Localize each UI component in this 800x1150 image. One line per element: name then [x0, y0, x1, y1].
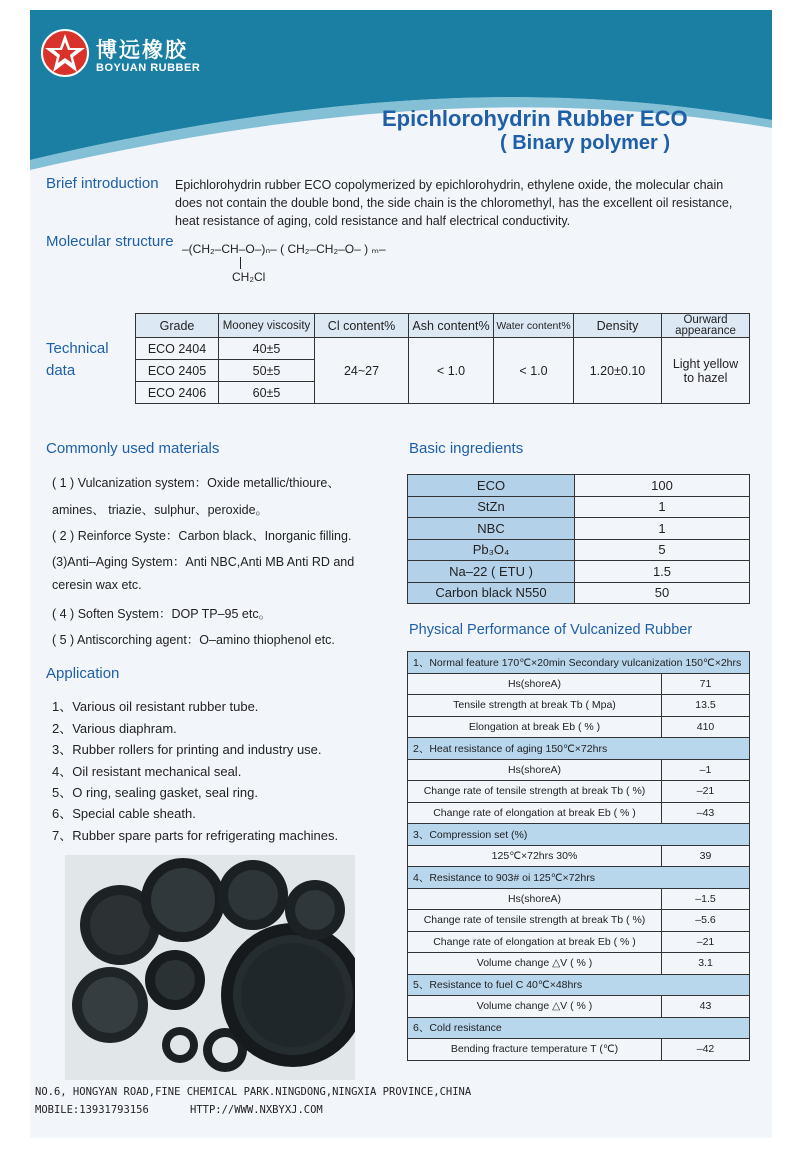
section-row [408, 974, 750, 996]
brand-name-cn: 博远橡胶 [96, 38, 188, 62]
technical-heading-2: data [46, 362, 76, 379]
molecular-formula [182, 242, 482, 292]
product-photo [65, 855, 355, 1080]
application-item: 5、O ring, sealing gasket, seal ring. [52, 785, 258, 800]
star-logo-icon [40, 28, 90, 78]
property-name: Bending fracture temperature T (℃) [408, 1039, 662, 1061]
property-value: –21 [662, 781, 750, 803]
grade-cell: ECO 2404 [136, 338, 219, 360]
section-label: 5、Resistance to fuel C 40℃×48hrs [408, 974, 750, 996]
property-value: –5.6 [662, 910, 750, 932]
intro-line: heat resistance of aging, cold resistance and half electrical conductivity. [175, 214, 571, 228]
material-line: ( 5 ) Antiscorching agent：O–amino thiophenol etc. [52, 633, 335, 647]
molecular-heading: Molecular structure [46, 233, 174, 250]
application-item: 2、Various diaphram. [52, 721, 177, 736]
th-mooney: Mooney viscosity [219, 314, 315, 338]
ingredient-value: 50 [575, 582, 750, 604]
property-name: Hs(shoreA) [408, 759, 662, 781]
table-row [408, 845, 750, 867]
ingredient-name: Pb₃O₄ [408, 539, 575, 561]
property-value: 71 [662, 673, 750, 695]
material-line: amines、 triazie、sulphur、peroxide。 [52, 503, 269, 517]
section-row [408, 1017, 750, 1039]
section-row [408, 867, 750, 889]
table-row [408, 1039, 750, 1061]
table-row [408, 716, 750, 738]
ingredient-name: ECO [408, 475, 575, 497]
property-name: Elongation at break Eb ( % ) [408, 716, 662, 738]
property-value: –42 [662, 1039, 750, 1061]
material-line: ( 2 ) Reinforce Syste：Carbon black、Inorganic filling. [52, 529, 352, 543]
property-value: 13.5 [662, 695, 750, 717]
appearance-cell [662, 338, 750, 404]
property-name: Volume change △V ( % ) [408, 996, 662, 1018]
application-item: 4、Oil resistant mechanical seal. [52, 764, 242, 779]
ingredient-value: 5 [575, 539, 750, 561]
property-name: Hs(shoreA) [408, 673, 662, 695]
property-name: Volume change △V ( % ) [408, 953, 662, 975]
property-name: Change rate of tensile strength at break Tb ( %) [408, 781, 662, 803]
ingredient-name: StZn [408, 496, 575, 518]
table-row [408, 910, 750, 932]
table-row [408, 759, 750, 781]
table-row [408, 518, 750, 540]
table-row [408, 888, 750, 910]
property-name: Change rate of tensile strength at break Tb ( %) [408, 910, 662, 932]
section-row [408, 738, 750, 760]
table-row [408, 561, 750, 583]
technical-heading-1: Technical [46, 340, 109, 357]
table-row [408, 802, 750, 824]
page-subtitle: ( Binary polymer ) [500, 132, 671, 154]
intro-text [175, 176, 745, 230]
material-line: ( 1 ) Vulcanization system：Oxide metallic/thioure、 [52, 476, 340, 490]
brand-name-en: BOYUAN RUBBER [96, 62, 201, 74]
property-value: –1 [662, 759, 750, 781]
ash-cell: < 1.0 [409, 338, 494, 404]
application-item: 6、Special cable sheath. [52, 806, 196, 821]
mooney-cell: 60±5 [219, 382, 315, 404]
ingredient-name: Carbon black N550 [408, 582, 575, 604]
intro-heading: Brief introduction [46, 175, 159, 192]
material-line: ( 4 ) Soften System：DOP TP–95 etc。 [52, 607, 272, 621]
section-label: 2、Heat resistance of aging 150℃×72hrs [408, 738, 750, 760]
table-row [408, 496, 750, 518]
section-label: 6、Cold resistance [408, 1017, 750, 1039]
formula-bond [240, 257, 241, 269]
property-value: –21 [662, 931, 750, 953]
material-line: ceresin wax etc. [52, 578, 142, 592]
property-value: –1.5 [662, 888, 750, 910]
footer-website: HTTP://WWW.NXBYXJ.COM [190, 1104, 323, 1116]
physical-heading: Physical Performance of Vulcanized Rubber [409, 622, 693, 638]
ingredient-value: 1 [575, 518, 750, 540]
intro-line: does not contain the double bond, the side chain is the chloromethyl, has the excellent oil resistance, [175, 196, 733, 210]
formula-branch: CH₂Cl [232, 270, 266, 284]
technical-table [135, 313, 750, 404]
physical-table [407, 651, 750, 1061]
mooney-cell: 40±5 [219, 338, 315, 360]
footer-mobile: MOBILE:13931793156 [35, 1104, 149, 1116]
property-value: 39 [662, 845, 750, 867]
th-water: Water content% [494, 314, 574, 338]
property-value: 410 [662, 716, 750, 738]
density-cell: 1.20±0.10 [574, 338, 662, 404]
ingredients-table [407, 474, 750, 604]
ingredient-value: 1 [575, 496, 750, 518]
th-density: Density [574, 314, 662, 338]
intro-line: Epichlorohydrin rubber ECO copolymerized by epichlorohydrin, ethylene oxide, the molecular chain [175, 178, 724, 192]
application-item: 1、Various oil resistant rubber tube. [52, 699, 259, 714]
table-row [408, 996, 750, 1018]
grade-cell: ECO 2405 [136, 360, 219, 382]
table-row [408, 695, 750, 717]
application-heading: Application [46, 665, 120, 682]
formula-main: –(CH₂–CH–O–)ₙ– ( CH₂–CH₂–O– ) ₘ– [182, 242, 386, 256]
property-name: 125℃×72hrs 30% [408, 845, 662, 867]
property-value: 3.1 [662, 953, 750, 975]
table-row [408, 475, 750, 497]
property-value: 43 [662, 996, 750, 1018]
application-item: 7、Rubber spare parts for refrigerating machines. [52, 828, 339, 843]
materials-heading: Commonly used materials [46, 440, 220, 457]
table-row [408, 582, 750, 604]
property-name: Tensile strength at break Tb ( Mpa) [408, 695, 662, 717]
th-cl: Cl content% [315, 314, 409, 338]
property-name: Change rate of elongation at break Eb ( % ) [408, 802, 662, 824]
section-label: 4、Resistance to 903# oi 125℃×72hrs [408, 867, 750, 889]
mooney-cell: 50±5 [219, 360, 315, 382]
property-value: –43 [662, 802, 750, 824]
ingredient-name: Na–22 ( ETU ) [408, 561, 575, 583]
section-label: 3、Compression set (%) [408, 824, 750, 846]
grade-cell: ECO 2406 [136, 382, 219, 404]
water-cell: < 1.0 [494, 338, 574, 404]
table-row [408, 953, 750, 975]
page-title: Epichlorohydrin Rubber ECO [382, 106, 688, 131]
appearance-line: to hazel [683, 370, 728, 385]
section-row [408, 824, 750, 846]
table-row [408, 781, 750, 803]
th-appearance: Ourward appearance [662, 314, 750, 338]
material-line: (3)Anti–Aging System：Anti NBC,Anti MB Anti RD and [52, 555, 355, 569]
th-grade: Grade [136, 314, 219, 338]
footer-address: NO.6, HONGYAN ROAD,FINE CHEMICAL PARK.NINGDONG,NINGXIA PROVINCE,CHINA [35, 1086, 472, 1098]
section-row [408, 652, 750, 674]
property-name: Change rate of elongation at break Eb ( % ) [408, 931, 662, 953]
cl-cell: 24~27 [315, 338, 409, 404]
application-item: 3、Rubber rollers for printing and industry use. [52, 742, 322, 757]
table-row [408, 931, 750, 953]
brochure-page [30, 10, 772, 1138]
table-row [408, 539, 750, 561]
ingredient-name: NBC [408, 518, 575, 540]
ingredient-value: 100 [575, 475, 750, 497]
ingredients-heading: Basic ingredients [409, 440, 524, 457]
appearance-line: Light yellow [672, 356, 739, 371]
table-row [408, 673, 750, 695]
section-label: 1、Normal feature 170℃×20min Secondary vulcanization 150℃×2hrs [408, 652, 750, 674]
property-name: Hs(shoreA) [408, 888, 662, 910]
th-ash: Ash content% [409, 314, 494, 338]
ingredient-value: 1.5 [575, 561, 750, 583]
